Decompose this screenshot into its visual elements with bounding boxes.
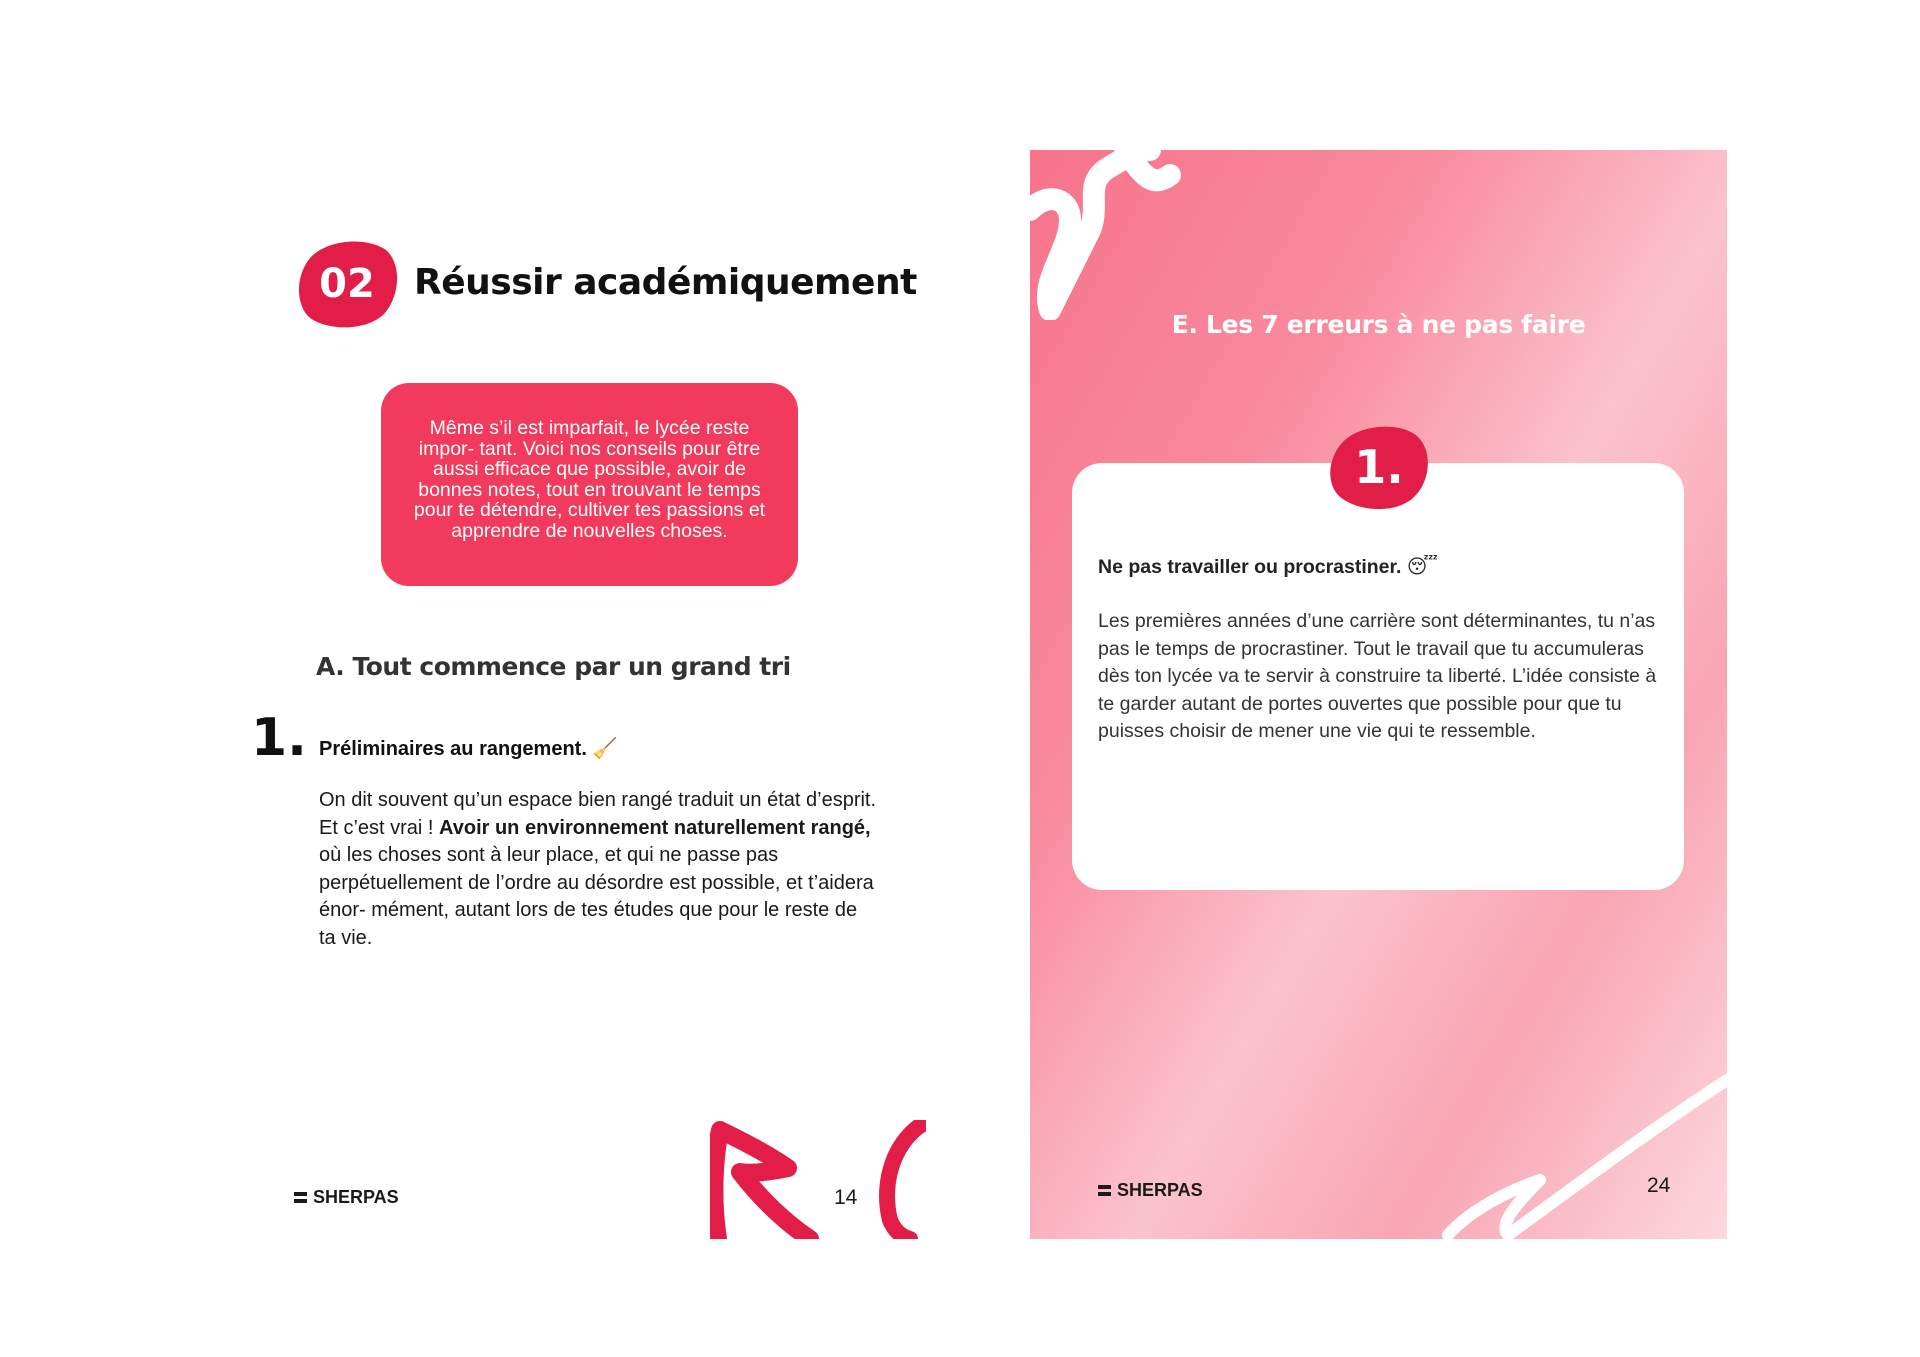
sherpas-logo [294, 1187, 399, 1208]
broom-icon: 🧹 [592, 736, 618, 760]
logo-text: SHERPAS [1117, 1180, 1203, 1200]
squiggle-top-icon [1030, 150, 1200, 320]
card-title [1098, 555, 1438, 579]
intro-text: Même s’il est imparfait, le lycée reste impor- tant. Voici nos conseils pour être aussi efficace que possible, avoir de bonnes notes, tout en trouvant le temps pour te détendre, cultiver tes passions et apprendre de nouvelles choses. [413, 417, 766, 542]
logo-text: SHERPAS [313, 1187, 399, 1207]
card-title-text: Ne pas travailler ou procrastiner. [1098, 556, 1402, 578]
card-body: Les premières années d’une carrière sont déterminantes, tu n’as pas le temps de procrastiner. Tout le travail que tu accumuleras dès ton lycée va te servir à construire ta liberté. L’idée consiste à te garder autant de portes ouvertes que possible pour que tu puisses choisir de mener une vie qui te ressemble. [1098, 610, 1657, 742]
section-heading: A. Tout commence par un grand tri [316, 652, 791, 681]
section-heading: E. Les 7 erreurs à ne pas faire [1171, 310, 1586, 339]
sherpas-logo [1098, 1180, 1203, 1201]
body-text-1: On dit souvent qu’un espace bien rangé traduit un état d’esprit. Et c’est vrai ! [319, 789, 877, 839]
item-number: 1. [251, 708, 307, 768]
logo-icon [294, 1192, 307, 1203]
right-page [1030, 150, 1727, 1239]
arrow-decoration-icon [710, 1120, 926, 1239]
body-text-bold: Avoir un environnement naturellement rangé, [439, 816, 871, 839]
page-number: 14 [834, 1186, 858, 1209]
body-text-2: où les choses sont à leur place, et qui ne passe pas perpétuellement de l’ordre au désordre est possible, et t’aidera énor- mément, autant lors de tes études que pour le reste de ta vie. [319, 844, 874, 949]
logo-icon [1098, 1185, 1111, 1196]
chapter-badge [294, 238, 400, 330]
intro-callout [381, 383, 798, 586]
left-page [248, 150, 926, 1239]
item-title [319, 736, 617, 761]
item-number: 1. [1354, 440, 1404, 494]
chapter-number: 02 [319, 261, 375, 307]
page-number: 24 [1647, 1174, 1671, 1197]
squiggle-bottom-icon [1430, 1050, 1727, 1239]
item-body [319, 787, 879, 952]
sleepy-face-icon: 😴 [1406, 555, 1439, 578]
item-badge [1327, 422, 1431, 512]
page-title: Réussir académiquement [414, 262, 917, 303]
item-title-text: Préliminaires au rangement. [319, 738, 587, 760]
